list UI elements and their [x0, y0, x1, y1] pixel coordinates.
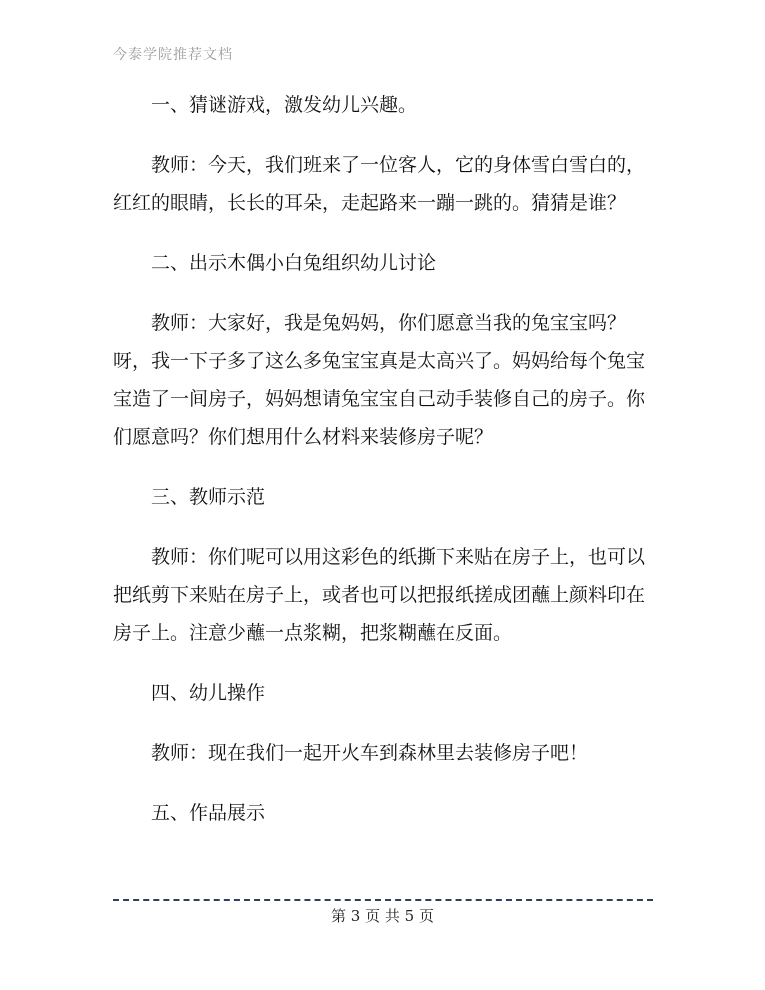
section-heading-5: 五、作品展示	[151, 802, 266, 824]
section-heading-2: 二、出示木偶小白兔组织幼儿讨论	[151, 252, 437, 274]
paragraph-teacher-riddle: 教师：今天，我们班来了一位客人，它的身体雪白雪白的，红红的眼睛，长长的耳朵，走起路来一蹦一跳的。猜猜是谁？	[113, 154, 646, 214]
page-number: 第 3 页 共 5 页	[331, 907, 434, 925]
paragraph-teacher-rabbit-mother: 教师：大家好，我是兔妈妈，你们愿意当我的兔宝宝吗？呀，我一下子多了这么多兔宝宝真是太高兴了。妈妈给每个兔宝宝造了一间房子，妈妈想请兔宝宝自己动手装修自己的房子。你们愿意吗？你们想用什么材料来装修房子呢？	[113, 312, 646, 448]
paragraph-teacher-train: 教师：现在我们一起开火车到森林里去装修房子吧！	[151, 742, 589, 764]
document-header-title: 今泰学院推荐文档	[113, 47, 233, 63]
document-body	[113, 86, 653, 854]
footer-divider	[113, 899, 653, 901]
section-heading-4: 四、幼儿操作	[151, 682, 266, 704]
section-heading-1: 一、猜谜游戏，激发幼儿兴趣。	[151, 94, 418, 116]
paragraph-teacher-demo: 教师：你们呢可以用这彩色的纸撕下来贴在房子上，也可以把纸剪下来贴在房子上，或者也可以把报纸搓成团蘸上颜料印在房子上。注意少蘸一点浆糊，把浆糊蘸在反面。	[113, 546, 646, 644]
section-heading-3: 三、教师示范	[151, 486, 266, 508]
